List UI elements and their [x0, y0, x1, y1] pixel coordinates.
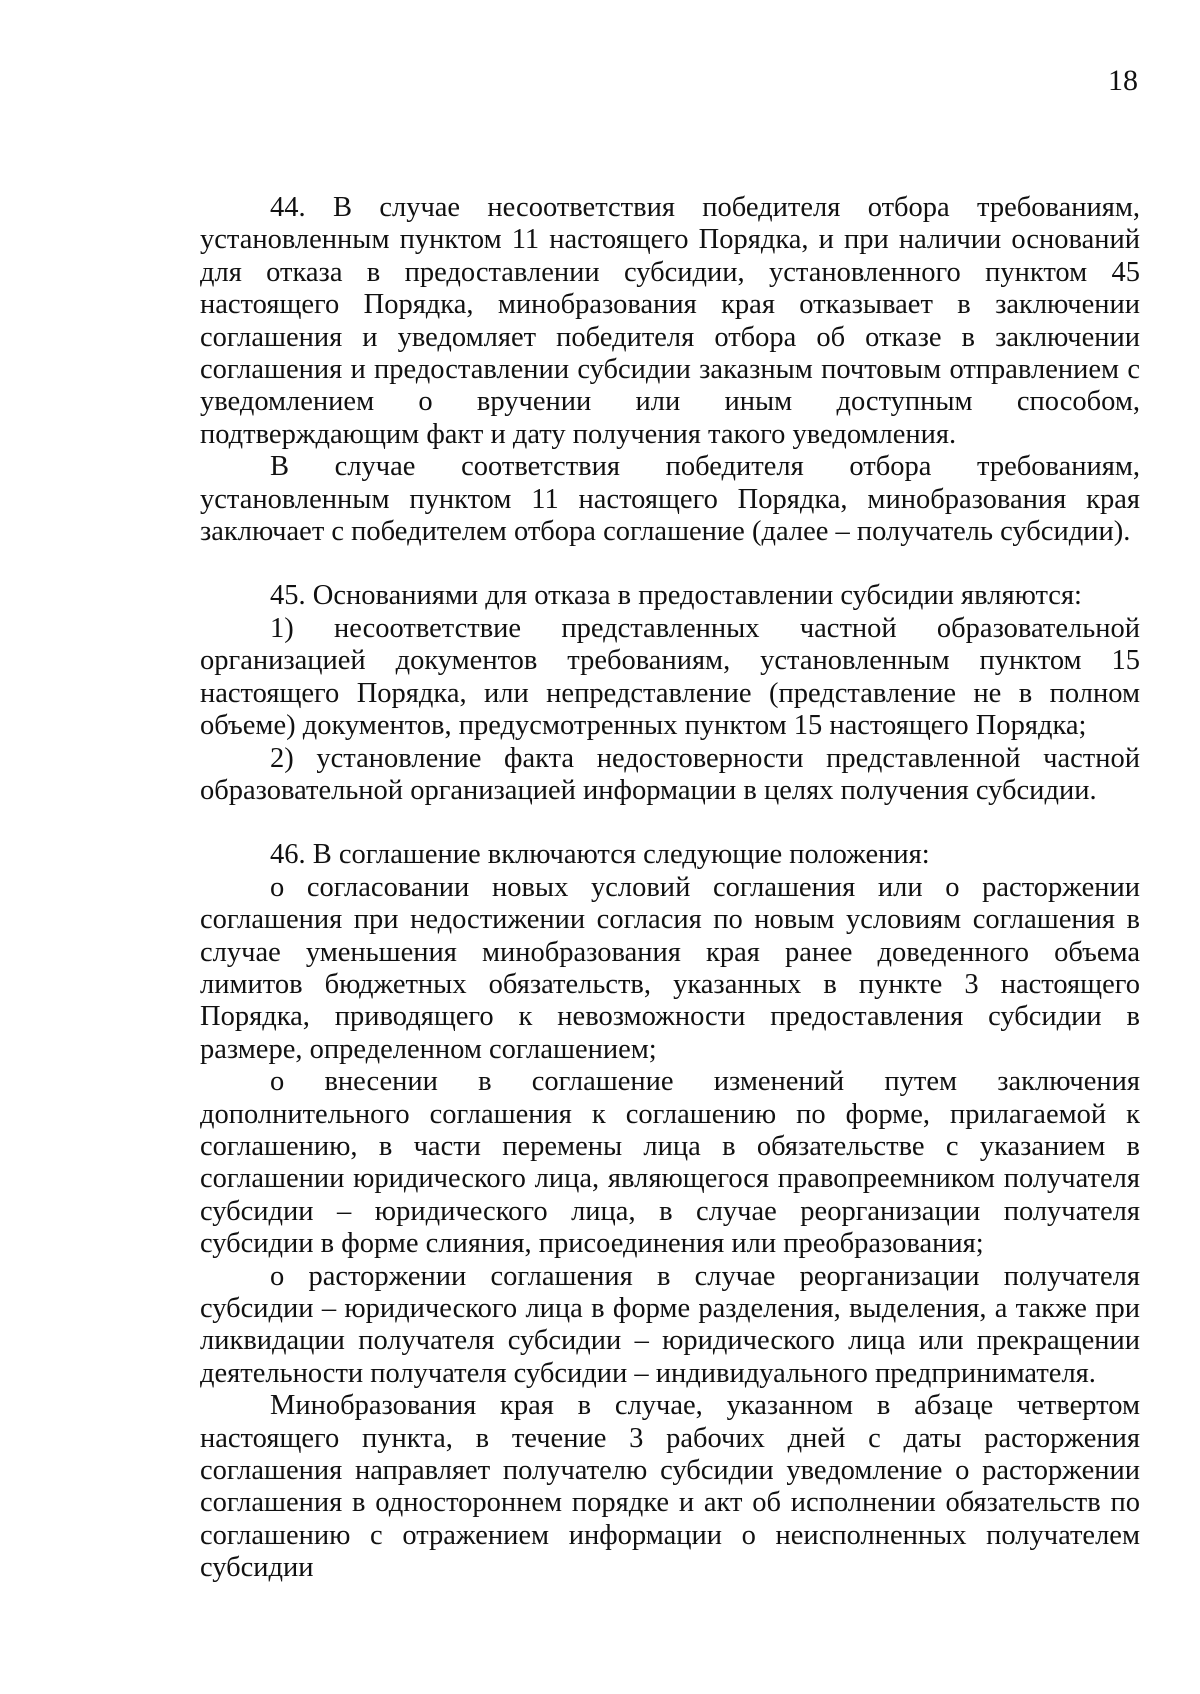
paragraph-44: 44. В случае несоответствия победителя отбора требованиям, установленным пунктом 11 настоящего Порядка, и при наличии оснований для отказа в предоставлении субсидии, установленного пунктом 45 настоящего Порядка, минобразования края отказывает в заключении соглашения и уведомляет победителя отбора об отказе в заключении соглашения и предоставлении субсидии заказным почтовым отправлением с уведомлением о вручении или иным доступным способом, подтверждающим факт и дату получения такого уведомления.	[200, 192, 1140, 450]
paragraph-46-provision-2: о внесении в соглашение изменений путем заключения дополнительного соглашения к соглашению по форме, прилагаемой к соглашению, в части перемены лица в обязательстве с указанием в соглашении юридического лица, являющегося правопреемником получателя субсидии – юридического лица, в случае реорганизации получателя субсидии в форме слияния, присоединения или преобразования;	[200, 1066, 1140, 1260]
paragraph-46-notification: Минобразования края в случае, указанном в абзаце четвертом настоящего пункта, в течение 3 рабочих дней с даты расторжения соглашения направляет получателю субсидии уведомление о расторжении соглашения в одностороннем порядке и акт об исполнении обязательств по соглашению с отражением информации о неисполненных получателем субсидии	[200, 1390, 1140, 1584]
page-number: 18	[1108, 64, 1138, 97]
paragraph-45: 45. Основаниями для отказа в предоставлении субсидии являются:	[270, 580, 1082, 612]
paragraph-46-provision-1: о согласовании новых условий соглашения или о расторжении соглашения при недостижении согласия по новым условиям соглашения в случае уменьшения минобразования края ранее доведенного объема лимитов бюджетных обязательств, указанных в пункте 3 настоящего Порядка, приводящего к невозможности предоставления субсидии в размере, определенном соглашением;	[200, 871, 1140, 1065]
paragraph-46-provision-3: о расторжении соглашения в случае реорганизации получателя субсидии – юридического лица в форме разделения, выделения, а также при ликвидации получателя субсидии – юридического лица или прекращении деятельности получателя субсидии – индивидуального предпринимателя.	[200, 1260, 1140, 1389]
paragraph-45-item-2: 2) установление факта недостоверности представленной частной образовательной организацией информации в целях получения субсидии.	[200, 742, 1140, 806]
paragraph-46: 46. В соглашение включаются следующие положения:	[270, 839, 930, 871]
paragraph-45-item-1: 1) несоответствие представленных частной образовательной организацией документов требованиям, установленным пунктом 15 настоящего Порядка, или непредставление (представление не в полном объеме) документов, предусмотренных пунктом 15 настоящего Порядка;	[200, 612, 1140, 742]
document-body	[200, 192, 1140, 1585]
paragraph-44-second: В случае соответствия победителя отбора требованиям, установленным пунктом 11 настоящего Порядка, минобразования края заключает с победителем отбора соглашение (далее – получатель субсидии).	[200, 451, 1140, 548]
